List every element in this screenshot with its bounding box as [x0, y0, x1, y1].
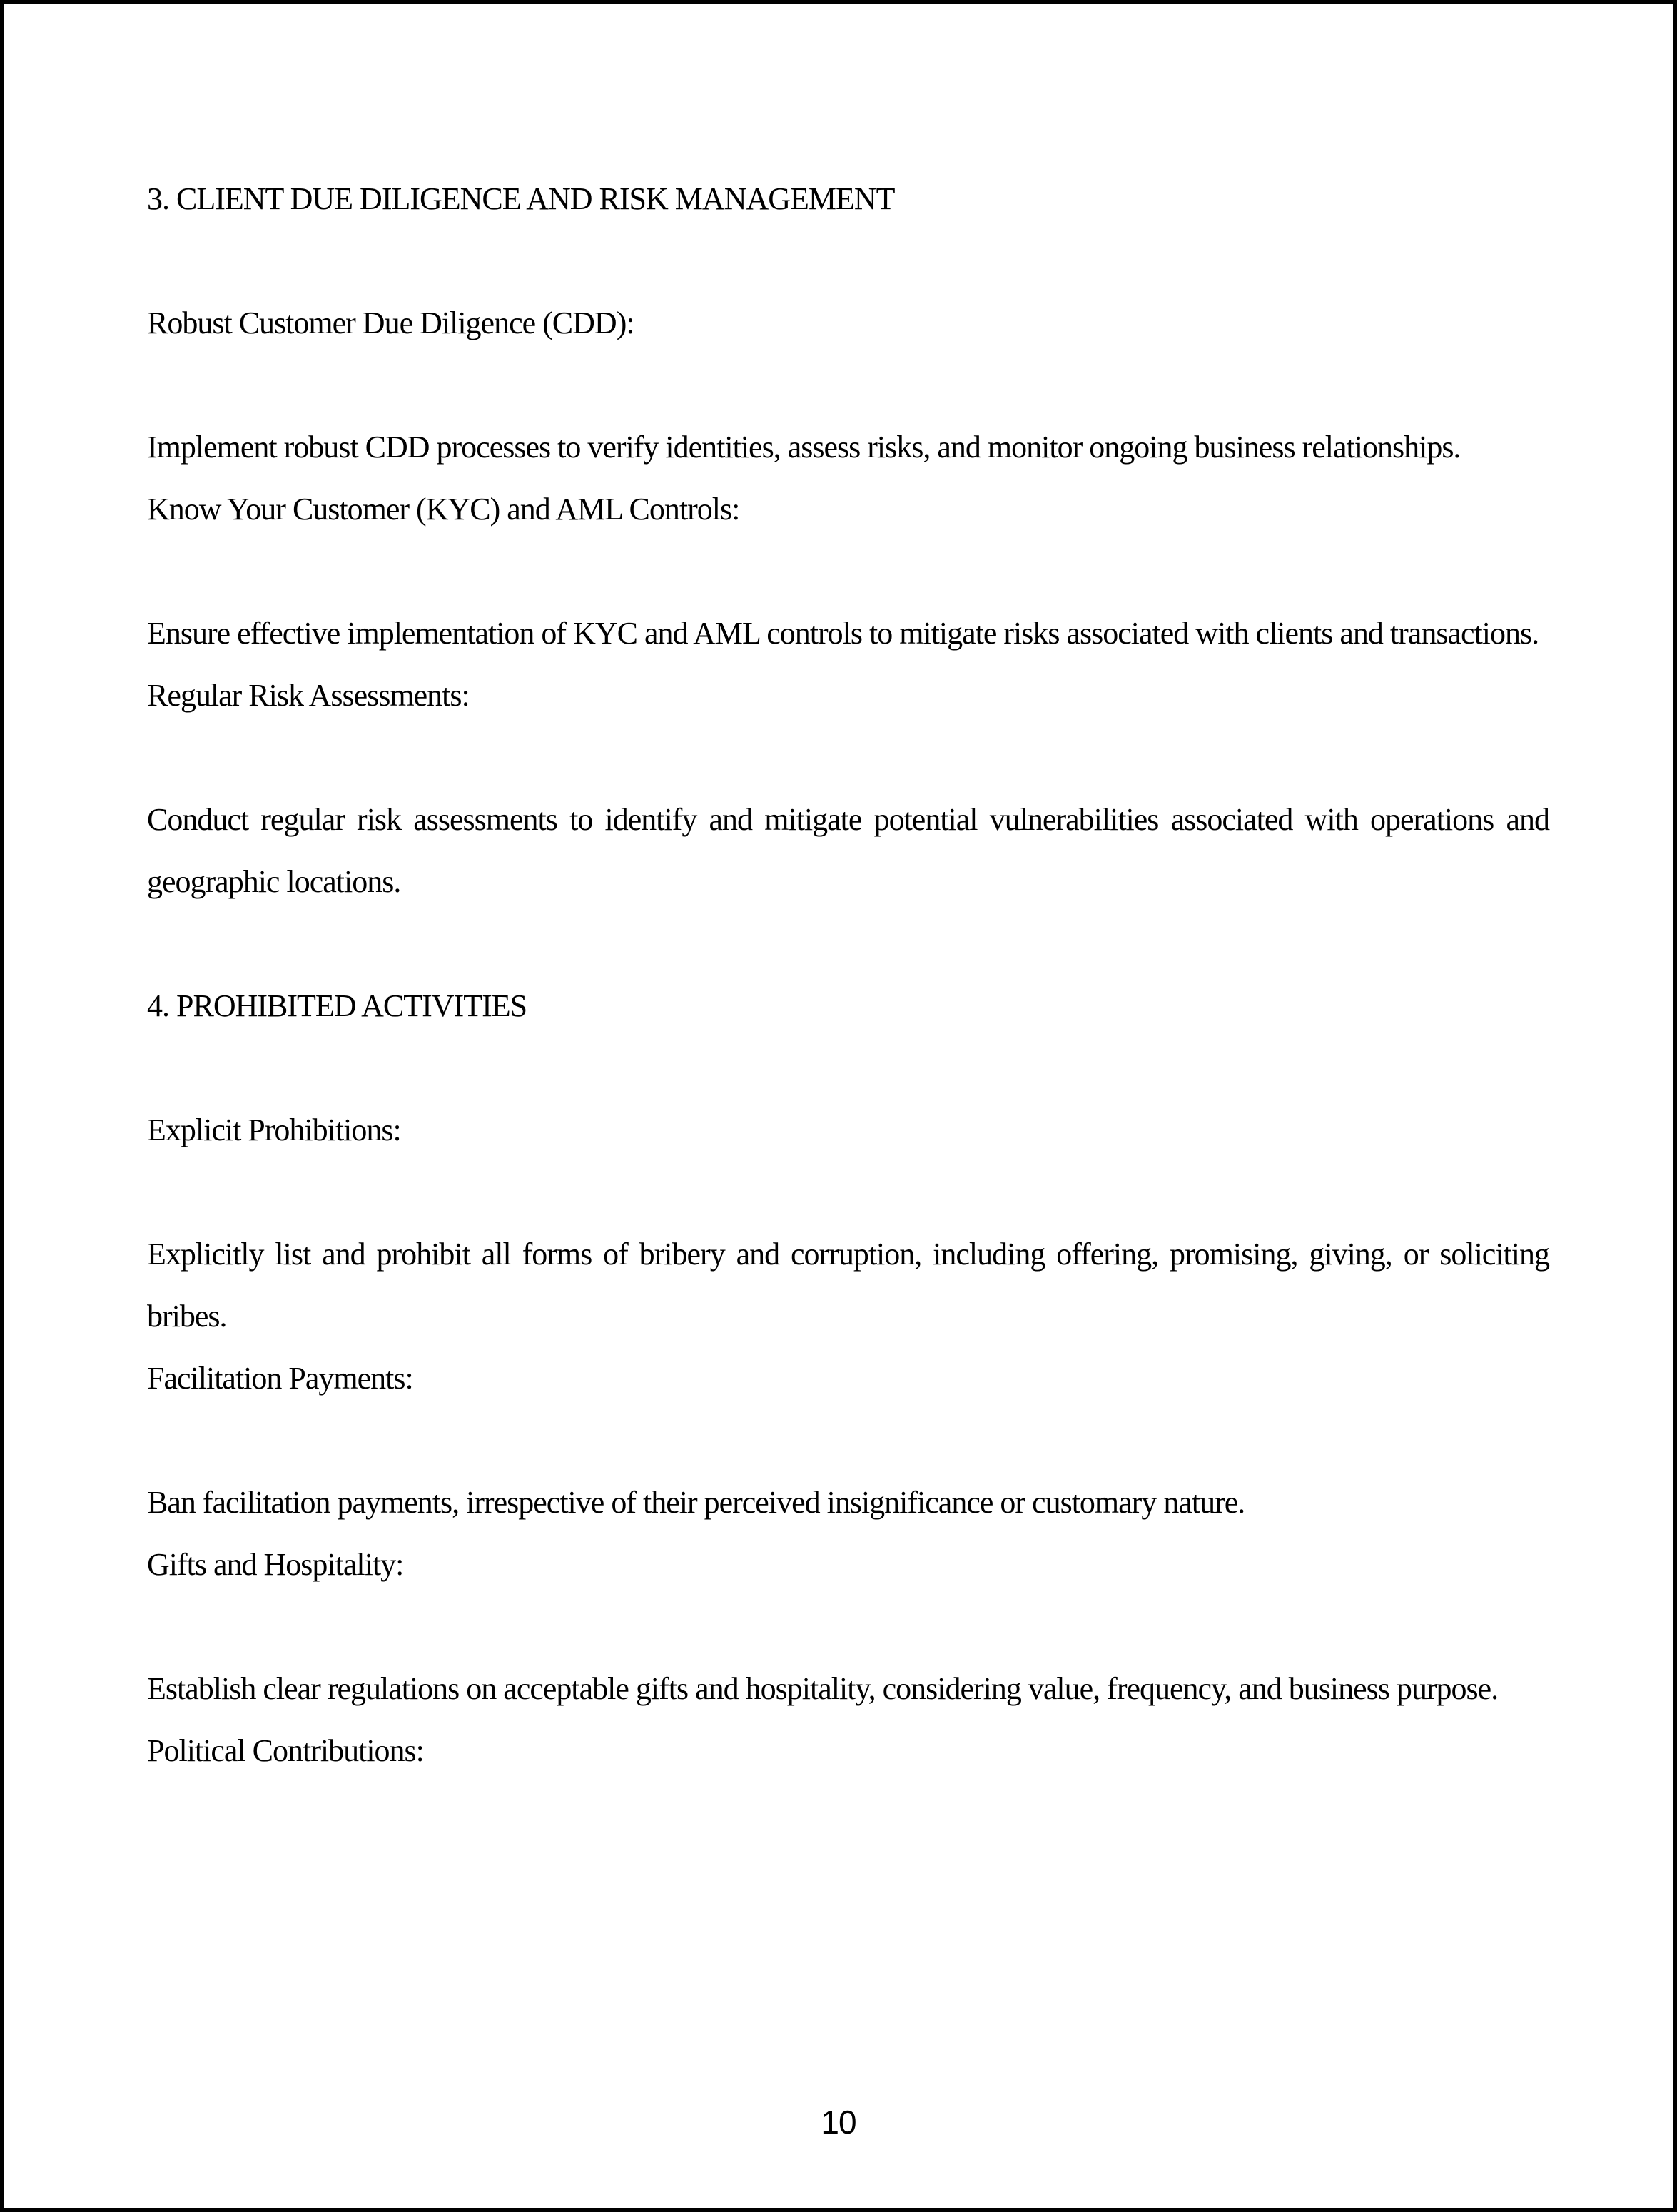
section-3-heading: 3. CLIENT DUE DILIGENCE AND RISK MANAGEMENT	[147, 181, 895, 216]
blank-line	[147, 230, 1549, 292]
paragraph-risk-assessments: Conduct regular risk assessments to identify and mitigate potential vulnerabilities associated with operations and geographic locations.	[147, 802, 1549, 899]
blank-line	[147, 1409, 1549, 1471]
page-number: 10	[821, 2104, 856, 2141]
label-political-contributions: Political Contributions:	[147, 1733, 424, 1768]
label-robust-cdd: Robust Customer Due Diligence (CDD):	[147, 305, 634, 340]
blank-line	[147, 540, 1549, 602]
blank-line	[147, 726, 1549, 788]
label-explicit-prohibitions: Explicit Prohibitions:	[147, 1112, 401, 1147]
label-facilitation-payments: Facilitation Payments:	[147, 1361, 413, 1396]
paragraph-facilitation-payments: Ban facilitation payments, irrespective of their perceived insignificance or customary nature.	[147, 1485, 1245, 1520]
paragraph-explicit-prohibitions: Explicitly list and prohibit all forms of bribery and corruption, including offering, promising, giving, or soliciting bribes.	[147, 1237, 1549, 1334]
paragraph-kyc-aml: Ensure effective implementation of KYC and AML controls to mitigate risks associated with clients and transactions.	[147, 616, 1539, 651]
blank-line	[147, 354, 1549, 416]
section-4-heading: 4. PROHIBITED ACTIVITIES	[147, 988, 527, 1023]
paragraph-gifts-hospitality: Establish clear regulations on acceptable gifts and hospitality, considering value, frequency, and business purpose.	[147, 1671, 1499, 1706]
label-kyc-aml: Know Your Customer (KYC) and AML Controls:	[147, 492, 740, 527]
blank-line	[147, 913, 1549, 975]
blank-line	[147, 1037, 1549, 1099]
paragraph-cdd: Implement robust CDD processes to verify identities, assess risks, and monitor ongoing business relationships.	[147, 430, 1461, 465]
blank-line	[147, 1595, 1549, 1658]
label-risk-assessments: Regular Risk Assessments:	[147, 678, 470, 713]
blank-line	[147, 1161, 1549, 1223]
document-body	[147, 168, 1549, 1782]
label-gifts-hospitality: Gifts and Hospitality:	[147, 1547, 404, 1582]
